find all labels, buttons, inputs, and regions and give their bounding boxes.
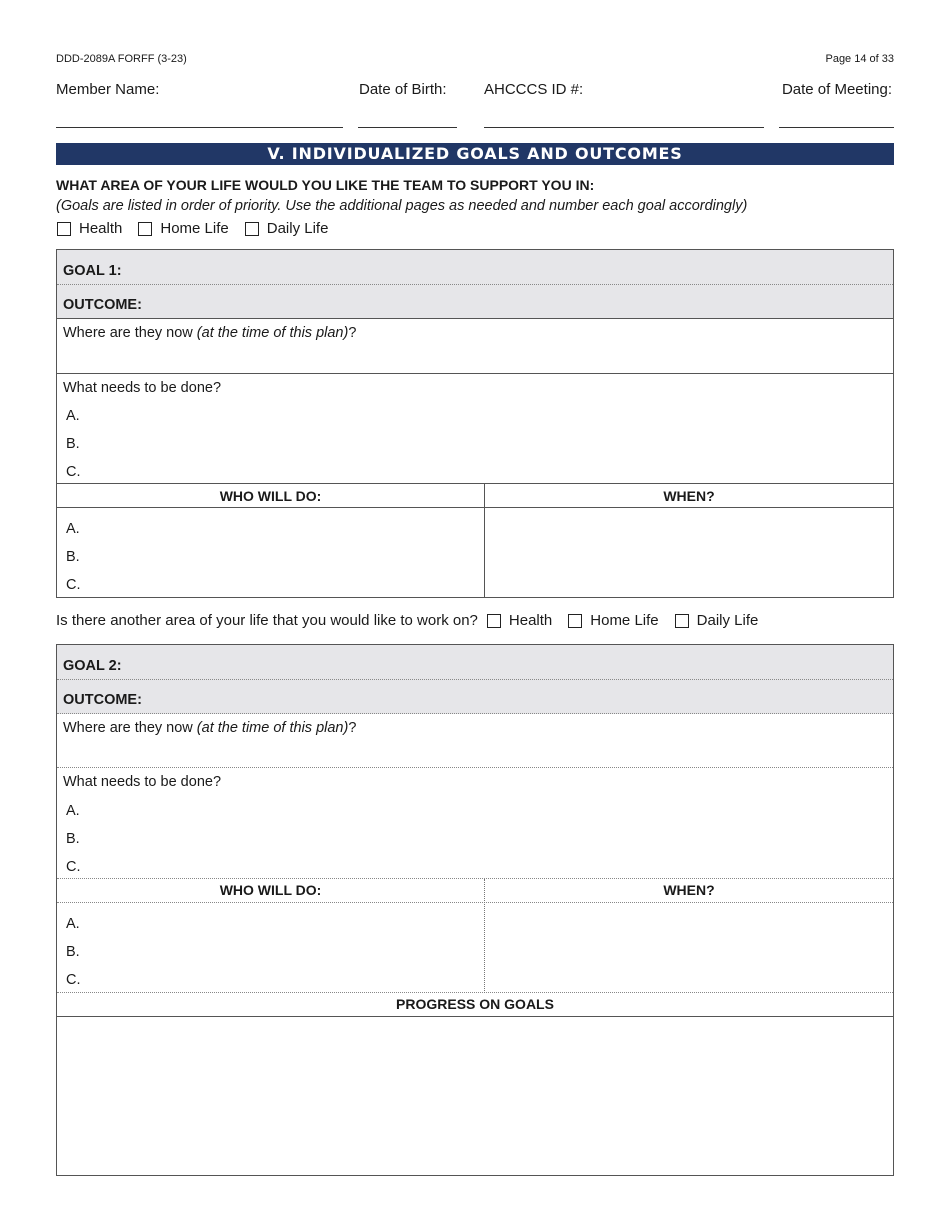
goal-2-who-c: C. xyxy=(66,972,81,988)
another-daily-life-option[interactable] xyxy=(675,612,759,629)
support-area-options xyxy=(57,220,344,237)
goal-2-needs-row[interactable] xyxy=(57,768,893,879)
goal-2-where-now-label: Where are they now (at the time of this plan)? xyxy=(63,720,357,736)
goal-2-column-divider xyxy=(484,879,485,993)
goal-1-who-cell[interactable] xyxy=(57,508,484,597)
goal-2-need-b: B. xyxy=(66,831,80,847)
goal-2-needs-label: What needs to be done? xyxy=(63,774,222,790)
another-daily-life-checkbox[interactable] xyxy=(675,614,689,628)
daily-life-option[interactable] xyxy=(245,220,329,237)
another-health-option[interactable] xyxy=(487,612,552,629)
goal-1-column-divider xyxy=(484,484,485,597)
member-name-label: Member Name: xyxy=(56,81,160,98)
goal-1-who-a: A. xyxy=(66,521,80,537)
another-home-life-checkbox[interactable] xyxy=(568,614,582,628)
health-option[interactable] xyxy=(57,220,122,237)
goal-2-need-a: A. xyxy=(66,803,80,819)
ahcccs-id-field[interactable] xyxy=(484,127,764,128)
home-life-checkbox[interactable] xyxy=(138,222,152,236)
goal-1-need-a: A. xyxy=(66,408,80,424)
priority-note: (Goals are listed in order of priority. Use the additional pages as needed and number each goal accordingly) xyxy=(56,198,748,214)
date-of-meeting-label: Date of Meeting: xyxy=(781,81,892,98)
home-life-option[interactable] xyxy=(138,220,228,237)
goal-1-when-header: WHEN? xyxy=(663,488,715,504)
goal-2-title-row[interactable] xyxy=(57,645,893,680)
goal-2-who-b: B. xyxy=(66,944,80,960)
goal-2-who-a: A. xyxy=(66,916,80,932)
health-checkbox[interactable] xyxy=(57,222,71,236)
date-of-meeting-field[interactable] xyxy=(779,127,894,128)
goal-1-who-when-body xyxy=(57,508,893,597)
goal-1-where-now-label: Where are they now (at the time of this plan)? xyxy=(63,325,357,341)
goal-1-outcome-row[interactable] xyxy=(57,285,893,319)
health-label: Health xyxy=(79,220,123,237)
goal-1-box xyxy=(56,249,894,598)
date-of-birth-label: Date of Birth: xyxy=(359,81,447,98)
goal-1-when-cell[interactable] xyxy=(485,508,893,597)
goal-2-who-when-header xyxy=(57,879,893,903)
form-id: DDD-2089A FORFF (3-23) xyxy=(56,53,187,65)
goal-2-who-header: WHO WILL DO: xyxy=(219,882,322,898)
home-life-label: Home Life xyxy=(160,220,229,237)
goal-1-need-b: B. xyxy=(66,436,80,452)
goal-2-label: GOAL 2: xyxy=(63,658,122,674)
goal-2-need-c: C. xyxy=(66,859,81,875)
another-daily-life-label: Daily Life xyxy=(696,612,759,629)
daily-life-checkbox[interactable] xyxy=(245,222,259,236)
goal-2-when-header: WHEN? xyxy=(663,882,715,898)
goal-2-outcome-label: OUTCOME: xyxy=(63,692,142,708)
another-health-checkbox[interactable] xyxy=(487,614,501,628)
another-home-life-label: Home Life xyxy=(590,612,659,629)
goal-1-where-now-row[interactable] xyxy=(57,319,893,374)
goal-2-who-when-body xyxy=(57,903,893,993)
goal-2-who-cell[interactable] xyxy=(57,903,484,992)
goal-2-outcome-row[interactable] xyxy=(57,680,893,714)
goal-2-when-cell[interactable] xyxy=(485,903,893,992)
another-home-life-option[interactable] xyxy=(568,612,658,629)
support-area-question: WHAT AREA OF YOUR LIFE WOULD YOU LIKE THE TEAM TO SUPPORT YOU IN: xyxy=(56,177,595,193)
goal-1-label: GOAL 1: xyxy=(63,263,122,279)
goal-1-who-when-header xyxy=(57,484,893,508)
member-name-field[interactable] xyxy=(56,127,343,128)
goal-1-needs-label: What needs to be done? xyxy=(63,380,222,396)
section-title: V. INDIVIDUALIZED GOALS AND OUTCOMES xyxy=(56,143,894,165)
page-number: Page 14 of 33 xyxy=(825,53,894,65)
progress-on-goals-header: PROGRESS ON GOALS xyxy=(396,996,554,1012)
goal-1-need-c: C. xyxy=(66,464,81,480)
goal-1-needs-row[interactable] xyxy=(57,374,893,484)
another-health-label: Health xyxy=(508,612,553,629)
goal-1-outcome-label: OUTCOME: xyxy=(63,297,142,313)
goal-2-box xyxy=(56,644,894,1176)
progress-header-row xyxy=(57,993,893,1017)
goal-1-who-header: WHO WILL DO: xyxy=(219,488,322,504)
another-area-question: Is there another area of your life that you would like to work on? xyxy=(56,612,478,629)
goal-1-title-row[interactable] xyxy=(57,250,893,285)
goal-2-where-now-row[interactable] xyxy=(57,714,893,768)
goal-1-who-c: C. xyxy=(66,577,81,593)
goal-1-who-b: B. xyxy=(66,549,80,565)
progress-on-goals-field[interactable] xyxy=(57,1017,893,1175)
another-area-row xyxy=(56,612,774,629)
ahcccs-id-label: AHCCCS ID #: xyxy=(484,81,584,98)
daily-life-label: Daily Life xyxy=(266,220,329,237)
date-of-birth-field[interactable] xyxy=(358,127,457,128)
